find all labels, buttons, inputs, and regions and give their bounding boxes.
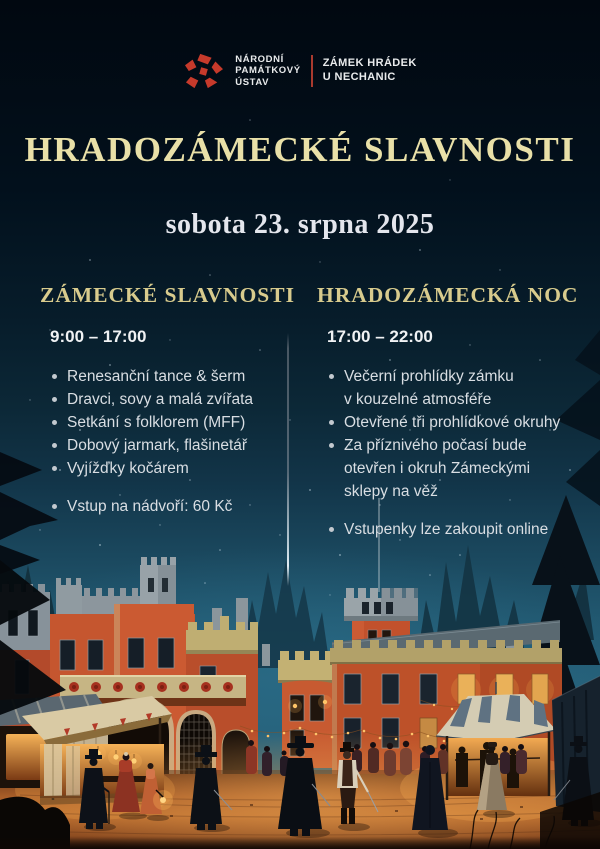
night-program-time: 17:00 – 22:00: [327, 327, 433, 346]
day-program-heading: ZÁMECKÉ SLAVNOSTI: [40, 283, 295, 307]
logo-institute-line: PAMÁTKOVÝ: [235, 65, 301, 77]
list-item: [50, 457, 287, 480]
list-item-text: Vyjížďky kočárem: [67, 460, 189, 477]
list-item-text: Vstup na nádvoří: 60 Kč: [67, 498, 233, 515]
bullet-dot: [329, 420, 334, 425]
night-program-note: [327, 518, 570, 541]
day-program-note: [50, 495, 287, 518]
night-program-heading: HRADOZÁMECKÁ NOC: [317, 283, 579, 307]
bullet-dot: [52, 504, 57, 509]
list-item-text: Večerní prohlídky zámku v kouzelné atmosféře: [344, 368, 514, 408]
list-item-text: Dobový jarmark, flašinetář: [67, 437, 248, 454]
program-column-night: [317, 283, 579, 541]
bullet-dot: [52, 374, 57, 379]
poster-title: HRADOZÁMECKÉ SLAVNOSTI: [24, 130, 576, 169]
list-item: [50, 388, 287, 411]
logo-institute-name: [235, 54, 300, 88]
bullet-dot: [329, 527, 334, 532]
bullet-dot: [329, 374, 334, 379]
list-item-text: Dravci, sovy a malá zvířata: [67, 391, 254, 408]
logo-lockup: [0, 52, 600, 90]
list-item-text: Otevřené tři prohlídkové okruhy: [344, 414, 561, 431]
list-item: [327, 434, 570, 503]
bullet-dot: [52, 420, 57, 425]
list-item: [50, 365, 287, 388]
logo-site-name: [323, 57, 417, 85]
logo-institute-line: ÚSTAV: [235, 76, 270, 88]
list-item: [50, 411, 287, 434]
day-program-list: [50, 365, 287, 480]
list-item: [50, 434, 287, 457]
logo-institute-line: NÁRODNÍ: [235, 54, 284, 66]
list-item-text: Vstupenky lze zakoupit online: [344, 521, 549, 538]
bullet-dot: [52, 443, 57, 448]
list-item-text: Setkání s folklorem (MFF): [67, 414, 246, 431]
logo-divider: [311, 55, 313, 87]
list-item-text: Za příznivého počasí bude otevřen i okruh Zámeckými sklepy na věž: [344, 437, 531, 500]
night-program-list: [327, 365, 570, 503]
bullet-dot: [52, 466, 57, 471]
bullet-dot: [52, 397, 57, 402]
day-program-time: 9:00 – 17:00: [50, 327, 147, 346]
list-item: [327, 411, 570, 434]
list-item-text: Renesanční tance & šerm: [67, 368, 246, 385]
program-columns: [40, 283, 579, 541]
logo-site-line: U NECHANIC: [322, 71, 396, 83]
bullet-dot: [329, 443, 334, 448]
logo-site-line: ZÁMEK HRÁDEK: [322, 57, 417, 70]
list-item: [327, 365, 570, 411]
poster-date: sobota 23. srpna 2025: [165, 209, 435, 240]
npu-logo-icon: [183, 52, 225, 90]
program-column-day: [40, 283, 295, 541]
